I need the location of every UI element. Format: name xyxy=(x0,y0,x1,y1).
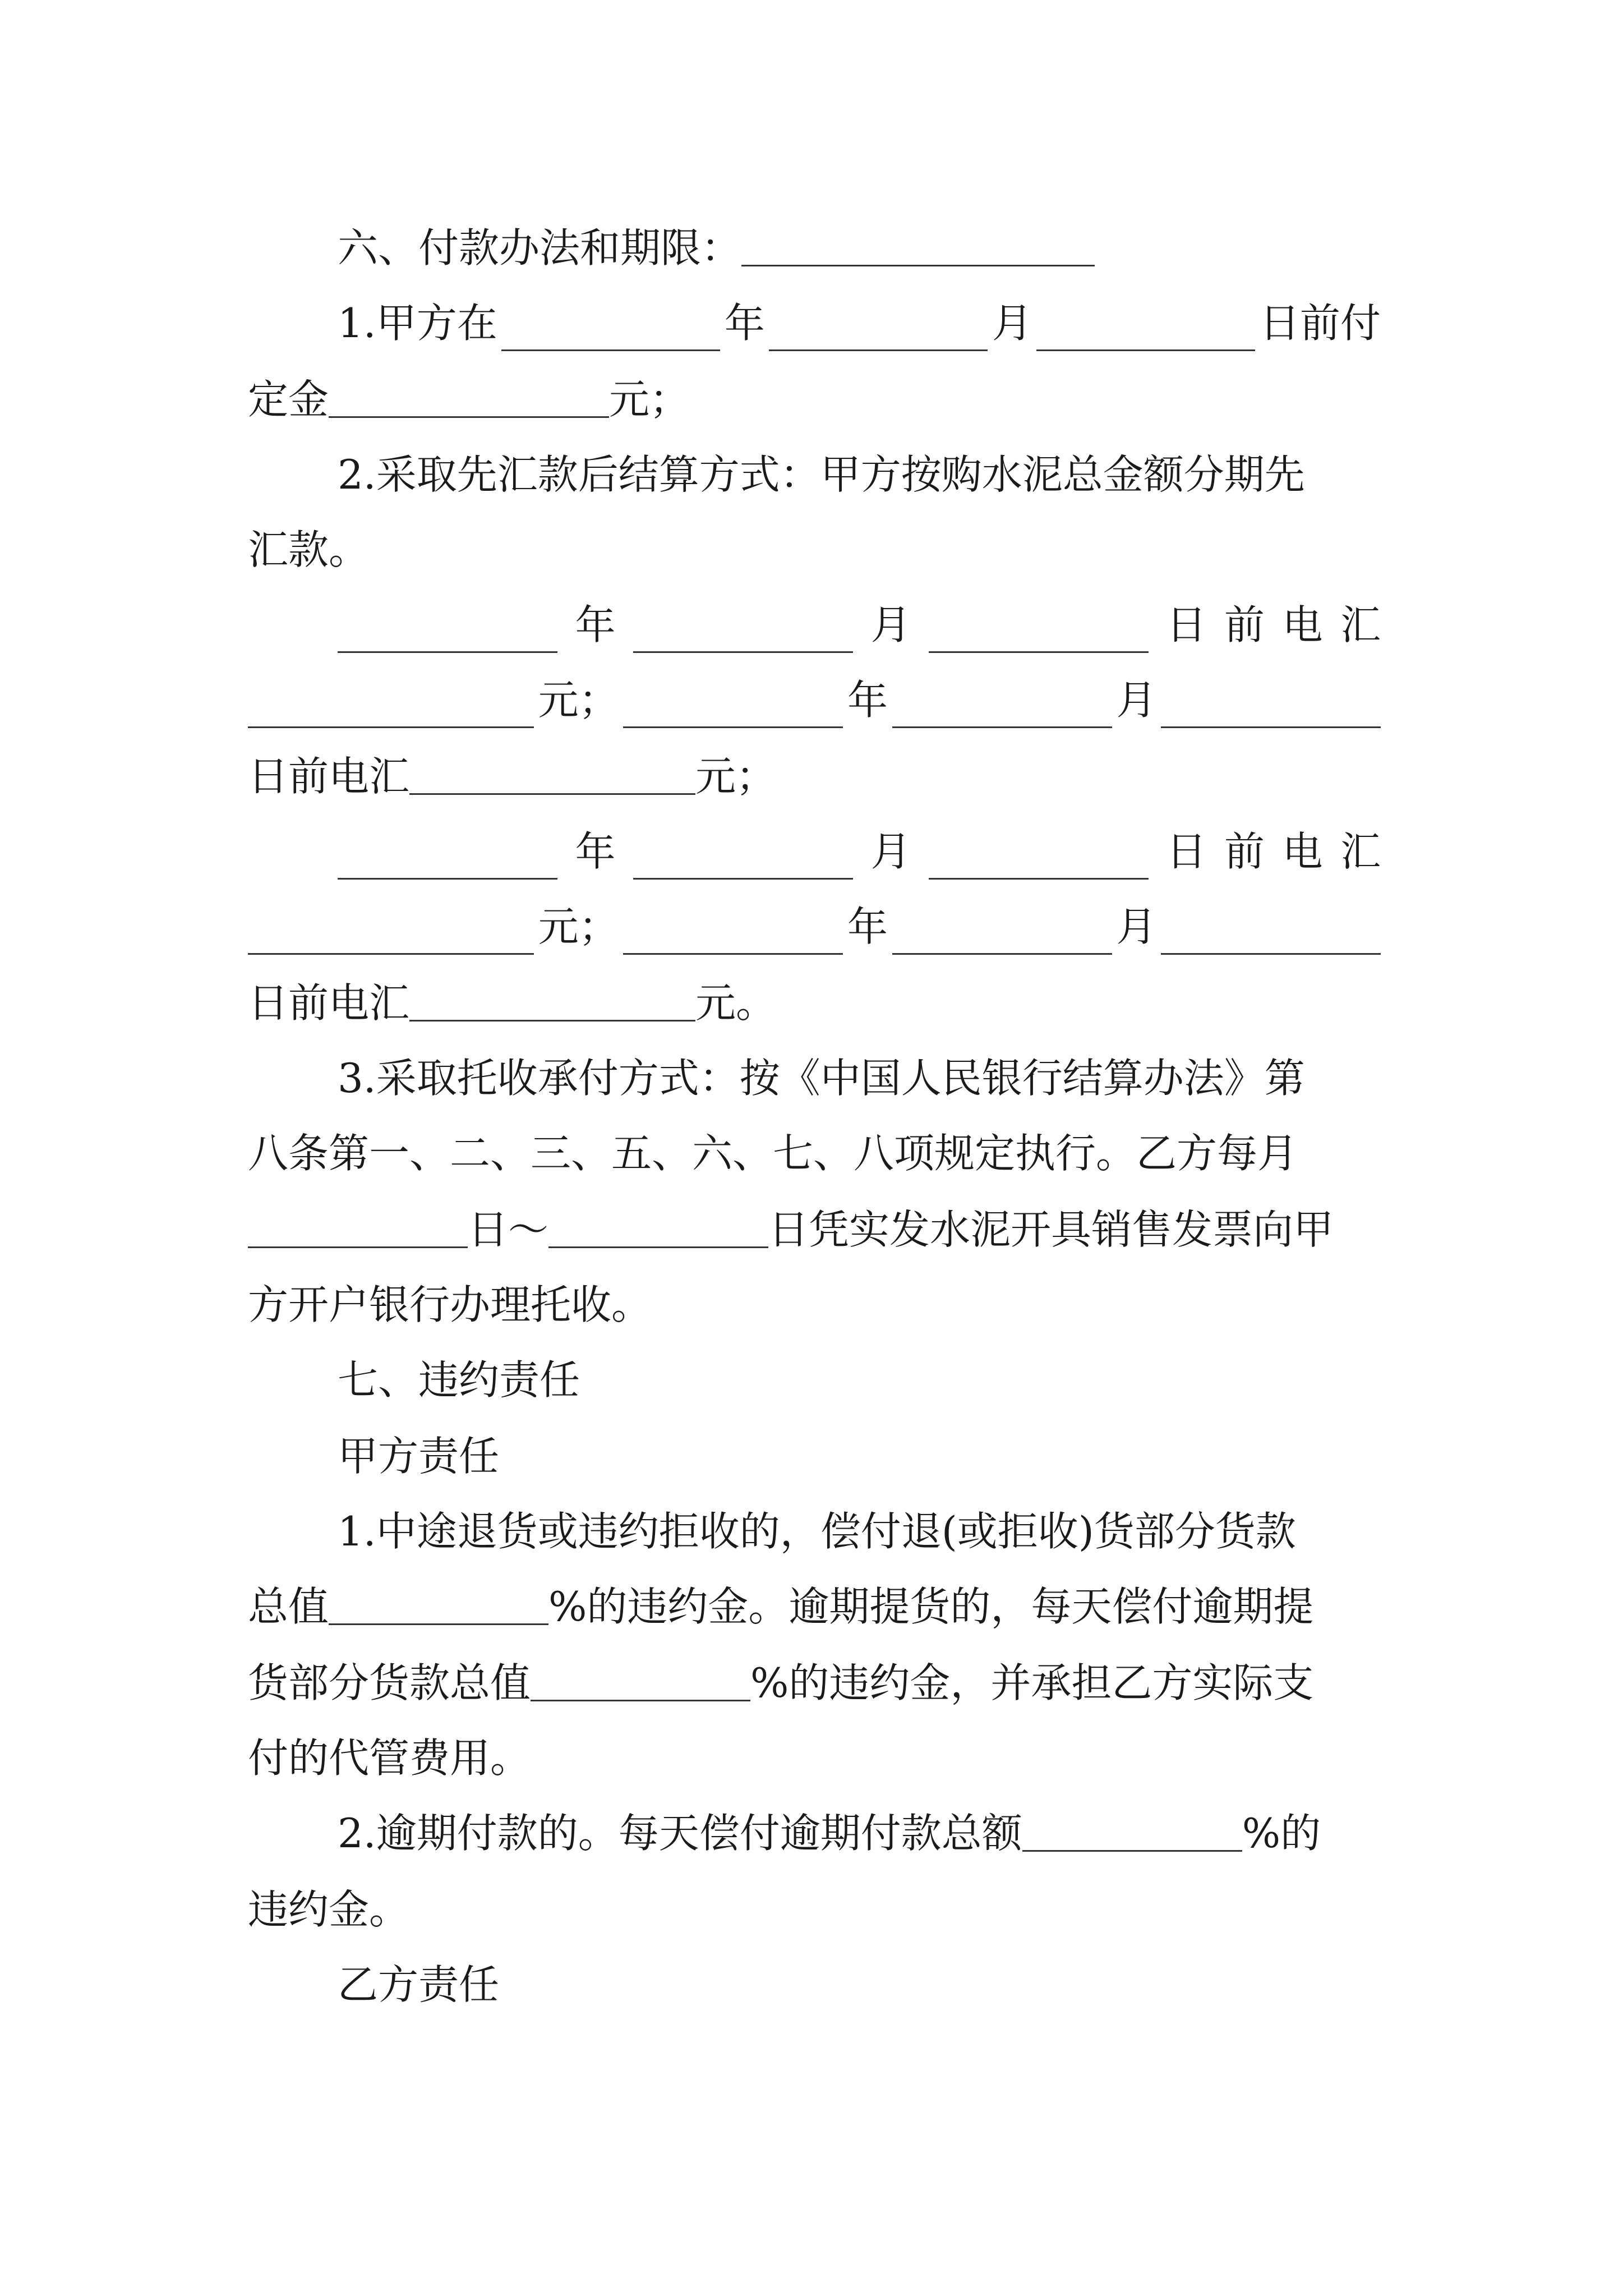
installment-1-line-3: 日前电汇 元； xyxy=(248,753,777,800)
installment-1-line-2: 元； 年 月 xyxy=(248,672,1381,728)
liability-2-line-1: 2.逾期付款的。每天偿付逾期付款总额 %的 xyxy=(338,1810,1321,1857)
installment-2-line-3: 日前电汇 元。 xyxy=(248,979,777,1027)
item-3-line-1: 3.采取托收承付方式：按《中国人民银行结算办法》第 xyxy=(338,1055,1305,1102)
liability-2-line-2: 违约金。 xyxy=(248,1886,410,1933)
blank-field xyxy=(248,914,534,955)
blank-field xyxy=(741,226,1095,266)
blank-field xyxy=(531,1661,750,1701)
blank-field xyxy=(633,613,853,653)
blank-field xyxy=(1161,914,1381,955)
installment-1-line-1: 年 月 日 前 电 汇 xyxy=(338,597,1381,653)
installment-2-line-1: 年 月 日 前 电 汇 xyxy=(338,823,1381,880)
blank-field xyxy=(892,914,1112,955)
section-6-heading: 六、付款办法和期限： xyxy=(338,220,1381,276)
item-2-line-2: 汇款。 xyxy=(248,526,370,573)
blank-field xyxy=(329,378,609,418)
blank-field xyxy=(409,981,695,1022)
item-2-line-1: 2.采取先汇款后结算方式：甲方按购水泥总金额分期先 xyxy=(338,451,1305,498)
item-3-line-2: 八条第一、二、三、五、六、七、八项规定执行。乙方每月 xyxy=(248,1130,1298,1177)
item-3-line-3: 日～ 日凭实发水泥开具销售发票向甲 xyxy=(248,1202,1381,1258)
blank-field xyxy=(338,613,557,653)
blank-field xyxy=(409,754,695,795)
party-a-heading: 甲方责任 xyxy=(338,1433,500,1480)
blank-field xyxy=(338,839,557,880)
blank-field xyxy=(329,1585,548,1625)
blank-field xyxy=(1161,688,1381,728)
liability-1-line-3: 货部分货款总值 %的违约金，并承担乙方实际支 xyxy=(248,1659,1314,1706)
liability-1-line-1: 1.中途退货或违约拒收的，偿付退(或拒收)货部分货款 xyxy=(338,1508,1296,1555)
blank-field xyxy=(623,688,843,728)
blank-field xyxy=(929,613,1149,653)
installment-2-line-2: 元； 年 月 xyxy=(248,899,1381,955)
blank-field xyxy=(1022,1811,1242,1852)
blank-field xyxy=(501,311,720,351)
liability-1-line-2: 总值 %的违约金。逾期提货的，每天偿付逾期提 xyxy=(248,1583,1314,1630)
section-7-heading: 七、违约责任 xyxy=(338,1356,580,1404)
blank-field xyxy=(548,1208,768,1248)
blank-field xyxy=(248,688,534,728)
blank-field xyxy=(633,839,853,880)
blank-field xyxy=(929,839,1149,880)
item-1-line-1: 1.甲方在 年 月 日前付 xyxy=(338,295,1381,351)
blank-field xyxy=(1036,311,1255,351)
blank-field xyxy=(769,311,988,351)
blank-field xyxy=(623,914,843,955)
item-3-line-4: 方开户银行办理托收。 xyxy=(248,1281,652,1328)
liability-1-line-4: 付的代管费用。 xyxy=(248,1734,531,1782)
item-1-line-2: 定金 元； xyxy=(248,376,690,423)
party-b-heading: 乙方责任 xyxy=(338,1961,500,2008)
blank-field xyxy=(248,1208,468,1248)
blank-field xyxy=(892,688,1112,728)
